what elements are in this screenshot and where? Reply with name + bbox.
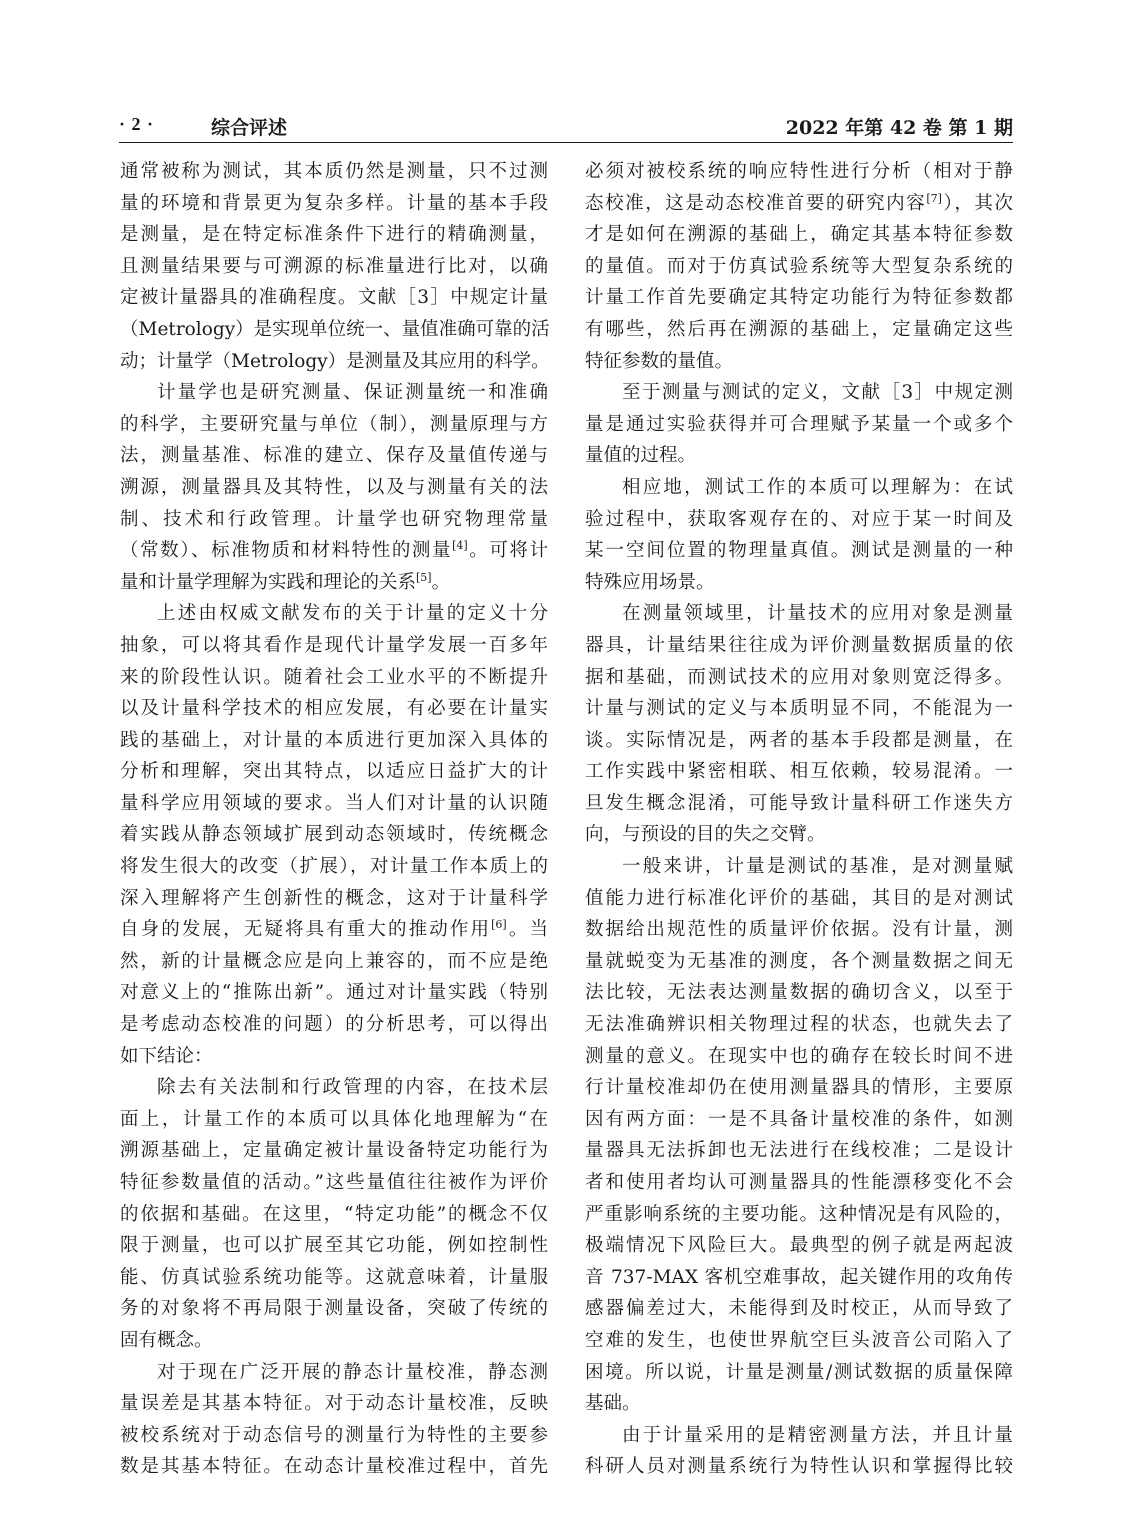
paragraph: [120, 598, 548, 1072]
text-line: 值能力进行标准化评价的基础，其目的是对测试: [585, 887, 1013, 909]
text-line: 的依据和基础。在这里，“特定功能”的概念不仅: [120, 1203, 548, 1225]
text-line: 计量工作首先要确定其特定功能行为特征参数都: [585, 287, 1013, 309]
text-line: 溯源，测量器具及其特性，以及与测量有关的法: [120, 476, 548, 498]
text-line: 谈。实际情况是，两者的基本手段都是测量，在: [585, 729, 1013, 751]
text-line: [120, 535, 548, 567]
text-line: 通常被称为测试，其本质仍然是测量，只不过测: [120, 161, 548, 182]
section-title: 综合评述: [211, 117, 288, 139]
left-column: [120, 156, 548, 1483]
paragraph: [585, 156, 1013, 377]
text-line: 法，测量基准、标准的建立、保存及量值传递与: [120, 445, 548, 467]
text-line: 固有概念。: [120, 1329, 213, 1351]
text-segment: 量和计量学理解为实践和理论的关系: [120, 571, 417, 593]
paragraph: [585, 851, 1013, 1420]
text-line: 是测量，是在特定标准条件下进行的精确测量，: [120, 224, 548, 246]
text-line: 法比较，无法表达测量数据的确切含义，以至于: [585, 982, 1013, 1004]
text-line: 且测量结果要与可溯源的标准量进行比对，以确: [120, 255, 548, 277]
text-line: 除去有关法制和行政管理的内容，在技术层: [157, 1077, 548, 1099]
text-line: 计量学也是研究测量、保证测量统一和准确: [157, 382, 548, 404]
text-segment: 自身的发展，无疑将具有重大的推动作用: [120, 919, 492, 941]
paragraph: [585, 472, 1013, 598]
text-line: 极端情况下风险巨大。最典型的例子就是两起波: [585, 1235, 1013, 1257]
text-line: 严重影响系统的主要功能。这种情况是有风险的，: [585, 1203, 1013, 1225]
text-line: 溯源基础上，定量确定被计量设备特定功能行为: [120, 1140, 548, 1162]
text-line: 验过程中，获取客观存在的、对应于某一时间及: [585, 508, 1013, 530]
text-line: 对于现在广泛开展的静态计量校准，静态测: [157, 1361, 548, 1383]
text-line: 基础。: [585, 1393, 641, 1415]
text-line: 践的基础上，对计量的本质进行更加深入具体的: [120, 729, 548, 751]
text-line: 工作实践中紧密相联、相互依赖，较易混淆。一: [585, 761, 1013, 783]
text-line: 量值的过程。: [585, 445, 697, 467]
text-line: 旦发生概念混淆，可能导致计量科研工作迷失方: [585, 792, 1013, 814]
text-line: 空难的发生，也使世界航空巨头波音公司陷入了: [585, 1329, 1013, 1351]
text-line: 着实践从静态领域扩展到动态领域时，传统概念: [120, 824, 548, 846]
text-line: [120, 567, 548, 599]
text-line: 量科学应用领域的要求。当人们对计量的认识随: [120, 792, 548, 814]
text-line: 据和基础，而测试技术的应用对象则宽泛得多。: [585, 666, 1013, 688]
text-line: 由于计量采用的是精密测量方法，并且计量: [622, 1424, 1013, 1446]
text-line: 来的阶段性认识。随着社会工业水平的不断提升: [120, 666, 548, 688]
citation: [6]: [491, 918, 507, 932]
text-line: 数是其基本特征。在动态计量校准过程中，首先: [120, 1456, 548, 1478]
text-line: 必须对被校系统的响应特性进行分析（相对于静: [585, 161, 1013, 182]
text-line: 感器偏差过大，未能得到及时校正，从而导致了: [585, 1298, 1013, 1320]
text-line: 有哪些，然后再在溯源的基础上，定量确定这些: [585, 318, 1013, 340]
text-line: 限于测量，也可以扩展至其它功能，例如控制性: [120, 1235, 548, 1257]
right-column: [585, 156, 1013, 1483]
text-line: 无法准确辨识相关物理过程的状态，也就失去了: [585, 1014, 1013, 1036]
paragraph: [585, 598, 1013, 851]
text-line: 行计量校准却仍在使用测量器具的情形，主要原: [585, 1077, 1013, 1099]
text-segment: （常数）、标准物质和材料特性的测量: [120, 540, 453, 562]
text-line: 一般来讲，计量是测试的基准，是对测量赋: [622, 856, 1013, 878]
text-line: 的科学，主要研究量与单位（制），测量原理与方: [120, 413, 548, 435]
text-line: 是考虑动态校准的问题）的分析思考，可以得出: [120, 1014, 548, 1036]
text-segment: 。可将计: [467, 540, 548, 562]
paragraph: [120, 1357, 548, 1483]
text-segment: 。当: [506, 919, 548, 941]
text-line: 计量与测试的定义与本质明显不同，不能混为一: [585, 698, 1013, 720]
paragraph: [585, 377, 1013, 472]
citation: [7]: [926, 191, 942, 205]
running-header: [119, 110, 1013, 140]
text-segment: 态校准，这是动态校准首要的研究内容: [585, 192, 927, 214]
text-line: 如下结论：: [120, 1045, 213, 1067]
text-line: 至于测量与测试的定义，文献［3］中规定测: [622, 382, 1013, 404]
text-line: 量误差是其基本特征。对于动态计量校准，反映: [120, 1393, 548, 1415]
text-line: 相应地，测试工作的本质可以理解为：在试: [622, 476, 1013, 498]
text-line: 深入理解将产生创新性的概念，这对于计量科学: [120, 887, 548, 909]
text-line: 动；计量学（Metrology）是测量及其应用的科学。: [120, 350, 550, 372]
paragraph: [120, 377, 548, 598]
issue-info: 2022 年第 42 卷 第 1 期: [785, 117, 1013, 139]
text-line: 将发生很大的改变（扩展），对计量工作本质上的: [120, 856, 548, 878]
text-line: 制、技术和行政管理。计量学也研究物理常量: [120, 508, 548, 530]
text-line: 务的对象将不再局限于测量设备，突破了传统的: [120, 1298, 548, 1320]
text-line: 的量值。而对于仿真试验系统等大型复杂系统的: [585, 255, 1013, 277]
text-line: 然，新的计量概念应是向上兼容的，而不应是绝: [120, 950, 548, 972]
text-line: 对意义上的“推陈出新”。通过对计量实践（特别: [120, 982, 548, 1004]
text-line: 者和使用者均认可测量器具的性能漂移变化不会: [585, 1172, 1013, 1193]
text-line: 上述由权威文献发布的关于计量的定义十分: [157, 603, 548, 625]
citation: [4]: [452, 539, 468, 553]
text-line: 数据给出规范性的质量评价依据。没有计量，测: [585, 919, 1013, 941]
text-line: 被校系统对于动态信号的测量行为特性的主要参: [120, 1424, 548, 1446]
text-line: 向，与预设的目的失之交臂。: [585, 824, 826, 846]
text-line: 量器具无法拆卸也无法进行在线校准；二是设计: [585, 1140, 1013, 1162]
text-line: 器具，计量结果往往成为评价测量数据质量的依: [585, 634, 1013, 656]
text-line: 困境。所以说，计量是测量/测试数据的质量保障: [585, 1361, 1013, 1383]
text-line: 量是通过实验获得并可合理赋予某量一个或多个: [585, 413, 1013, 435]
text-line: 能、仿真试验系统功能等。这就意味着，计量服: [120, 1266, 548, 1288]
text-line: 分析和理解，突出其特点，以适应日益扩大的计: [120, 761, 548, 783]
text-line: 因有两方面：一是不具备计量校准的条件，如测: [585, 1108, 1013, 1130]
header-rule: [119, 142, 1013, 143]
text-line: （Metrology）是实现单位统一、量值准确可靠的活: [120, 318, 550, 340]
text-line: 某一空间位置的物理量真值。测试是测量的一种: [585, 540, 1013, 562]
text-line: 科研人员对测量系统行为特性认识和掌握得比较: [585, 1456, 1013, 1478]
text-line: 量就蜕变为无基准的测度，各个测量数据之间无: [585, 950, 1013, 972]
paragraph: [120, 156, 548, 377]
text-line: 在测量领域里，计量技术的应用对象是测量: [622, 603, 1013, 625]
paragraph: [585, 1420, 1013, 1483]
text-line: [585, 188, 1013, 220]
text-line: 抽象，可以将其看作是现代计量学发展一百多年: [120, 634, 548, 656]
text-line: 测量的意义。在现实中也的确存在较长时间不进: [585, 1045, 1013, 1067]
text-line: [120, 914, 548, 946]
text-line: 特征参数的量值。: [585, 350, 734, 372]
page-number: · 2 ·: [119, 114, 155, 134]
text-line: 才是如何在溯源的基础上，确定其基本特征参数: [585, 224, 1013, 246]
text-line: 特殊应用场景。: [585, 571, 715, 593]
text-segment: ），其次: [941, 192, 1013, 214]
text-segment: 。: [431, 571, 451, 593]
paragraph: [120, 1072, 548, 1356]
text-line: 定被计量器具的准确程度。文献［3］中规定计量: [120, 287, 548, 309]
citation: [5]: [416, 570, 432, 584]
text-line: 特征参数量值的活动。”这些量值往往被作为评价: [120, 1172, 548, 1193]
text-line: 面上，计量工作的本质可以具体化地理解为“在: [120, 1108, 548, 1130]
text-line: 量的环境和背景更为复杂多样。计量的基本手段: [120, 192, 548, 214]
text-line: 音 737-MAX 客机空难事故，起关键作用的攻角传: [585, 1266, 1013, 1288]
text-line: 以及计量科学技术的相应发展，有必要在计量实: [120, 698, 548, 720]
